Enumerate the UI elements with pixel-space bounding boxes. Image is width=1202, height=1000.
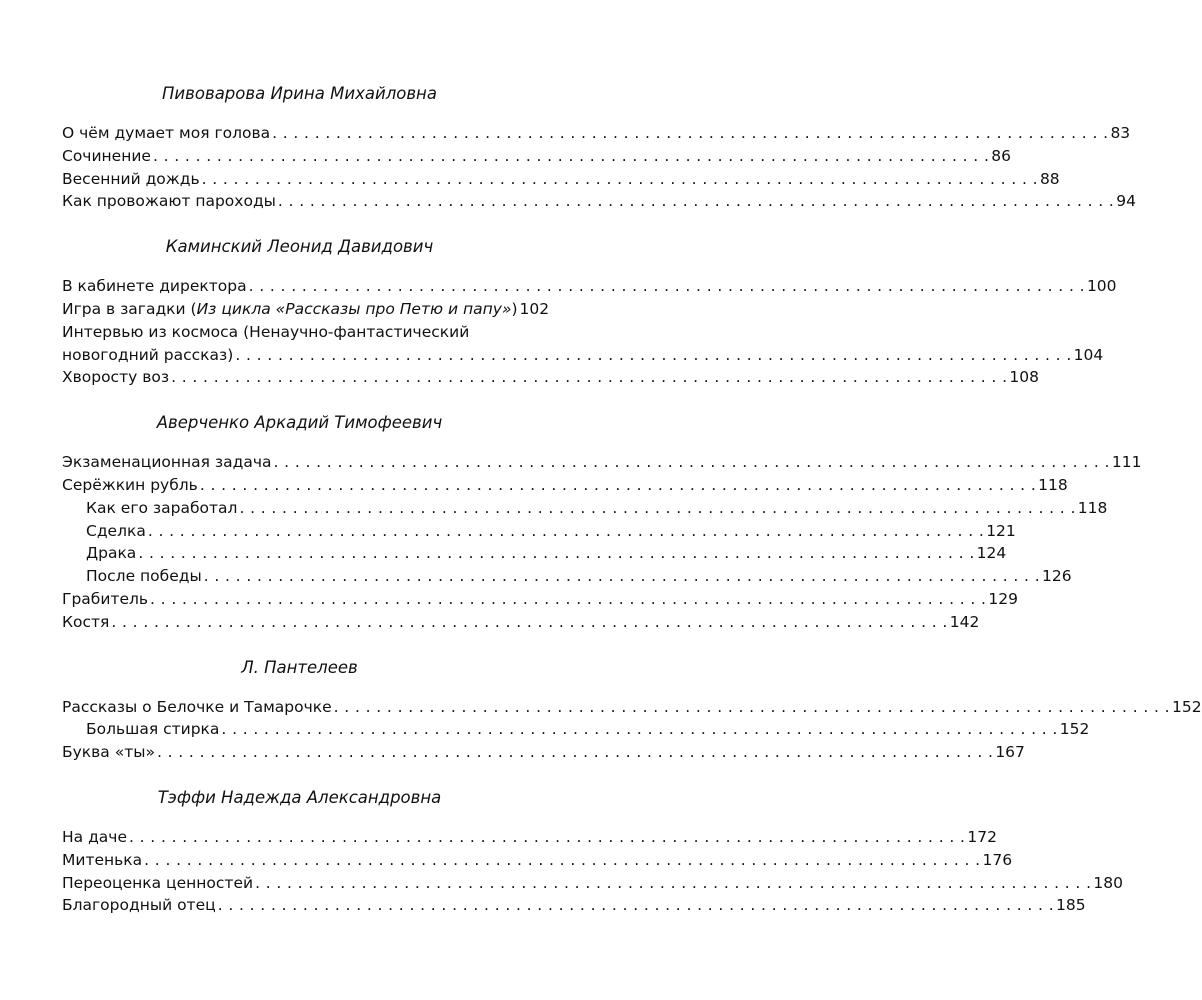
toc-entry[interactable] [62, 145, 1012, 168]
entry-title: О чём думает моя голова [62, 124, 271, 142]
entry-page: 152 [1059, 720, 1090, 739]
entry-title-suffix: ) [511, 299, 518, 318]
toc-entry[interactable] [62, 474, 1068, 497]
dot-leader [249, 275, 1085, 298]
toc-section [62, 233, 1117, 389]
toc-entry[interactable] [62, 894, 1086, 917]
dot-leader [278, 190, 1114, 213]
entry-title: новогодний рассказ) [62, 345, 234, 364]
entry-page: 88 [1039, 169, 1060, 188]
entry-page: 83 [1110, 124, 1131, 142]
entry-title: После победы [86, 567, 202, 586]
entry-page: 176 [982, 850, 1013, 869]
dot-leader [334, 696, 1170, 719]
toc-subentry[interactable] [62, 542, 1007, 565]
dot-leader [204, 565, 1040, 588]
dot-leader [235, 344, 1071, 367]
dot-leader [144, 849, 980, 872]
entry-page: 86 [991, 146, 1012, 165]
entry-title: Хворосту воз [62, 368, 170, 387]
entry-title: Грабитель [62, 589, 149, 608]
entry-title: Как его заработал [86, 498, 238, 517]
dot-leader [138, 542, 974, 565]
entry-page: 118 [1038, 475, 1068, 494]
entry-title: Переоценка ценностей [62, 873, 254, 892]
dot-leader [274, 451, 1110, 474]
entry-title: Рассказы о Белочке и Тамарочке [62, 697, 332, 716]
toc-entry[interactable] [62, 344, 1104, 367]
toc-section [62, 784, 1123, 917]
entry-title: В кабинете директора [62, 277, 247, 296]
entry-title: Драка [86, 544, 137, 563]
dot-leader [153, 145, 989, 168]
toc-entry[interactable] [62, 366, 1040, 389]
toc-entry[interactable] [62, 611, 980, 634]
entry-title: Экзаменационная задача [62, 453, 272, 472]
entry-title: Как провожают пароходы [62, 192, 276, 211]
dot-leader [150, 588, 986, 611]
toc-subentry[interactable] [62, 520, 1016, 543]
table-of-contents [62, 80, 1202, 937]
entry-page: 180 [1093, 873, 1123, 892]
entry-page: 124 [976, 544, 1007, 563]
author-heading: Каминский Леонид Давидович [165, 237, 434, 257]
toc-subentry[interactable] [62, 565, 1072, 588]
toc-subentry[interactable] [62, 497, 1108, 520]
toc-section [62, 654, 1202, 764]
entry-title-line1: Интервью из космоса (Ненаучно-фантастический [62, 322, 470, 341]
toc-section [62, 409, 1142, 633]
toc-entry[interactable] [62, 588, 1018, 611]
dot-leader [218, 894, 1054, 917]
entry-title: Митенька [62, 850, 143, 869]
entry-title: Буква «ты» [62, 743, 155, 762]
entry-title-prefix: Игра в загадки ( [62, 299, 197, 318]
entry-title: Благородный отец [62, 896, 216, 915]
entry-title: Большая стирка [86, 720, 220, 739]
entry-page: 142 [949, 612, 980, 631]
toc-entry[interactable] [62, 122, 1131, 145]
dot-leader [157, 741, 993, 764]
entry-page: 185 [1056, 896, 1086, 915]
dot-leader [200, 474, 1036, 497]
toc-entry[interactable] [62, 298, 550, 321]
toc-entry[interactable] [62, 168, 1060, 191]
entry-page: 129 [988, 589, 1018, 608]
dot-leader [221, 718, 1057, 741]
entry-page: 121 [986, 521, 1016, 540]
toc-entry[interactable] [62, 696, 1202, 719]
toc-entry[interactable] [62, 741, 1025, 764]
dot-leader [148, 520, 984, 543]
dot-leader [255, 872, 1091, 895]
entry-page: 111 [1111, 453, 1142, 472]
toc-subentry[interactable] [62, 718, 1090, 741]
entry-title: На даче [62, 827, 127, 846]
dot-leader [272, 122, 1108, 145]
toc-entry[interactable] [62, 451, 1142, 474]
toc-entry[interactable] [62, 275, 1117, 298]
entry-page: 108 [1009, 368, 1040, 387]
dot-leader [111, 611, 947, 634]
entry-title: Костя [62, 612, 110, 631]
entry-page: 167 [995, 743, 1025, 762]
entry-page: 94 [1116, 192, 1136, 211]
author-heading: Тэффи Надежда Александровна [157, 787, 442, 807]
entry-title: Сделка [86, 521, 146, 540]
entry-title: Весенний дождь [62, 169, 200, 188]
toc-entry[interactable] [62, 190, 1136, 213]
entry-page: 172 [967, 827, 997, 846]
author-heading: Пивоварова Ирина Михайловна [162, 84, 437, 103]
entry-title: Серёжкин рубль [62, 475, 198, 494]
entry-page: 104 [1073, 345, 1104, 364]
dot-leader [239, 497, 1075, 520]
toc-section [62, 80, 1136, 213]
entry-page: 126 [1042, 567, 1072, 586]
dot-leader [171, 366, 1007, 389]
entry-page: 102 [519, 299, 550, 318]
entry-page: 100 [1086, 277, 1117, 296]
entry-title: Сочинение [62, 146, 151, 165]
dot-leader [129, 826, 965, 849]
entry-page: 152 [1172, 697, 1202, 716]
entry-page: 118 [1077, 498, 1108, 517]
entry-title [62, 298, 518, 321]
toc-entry[interactable] [62, 872, 1123, 895]
author-heading: Аверченко Аркадий Тимофеевич [156, 413, 443, 433]
dot-leader [202, 168, 1038, 191]
toc-entry[interactable] [62, 826, 997, 849]
author-heading: Л. Пантелеев [241, 657, 358, 677]
entry-title-italic: Из цикла «Рассказы про Петю и папу» [196, 299, 512, 318]
toc-entry[interactable] [62, 849, 1013, 872]
